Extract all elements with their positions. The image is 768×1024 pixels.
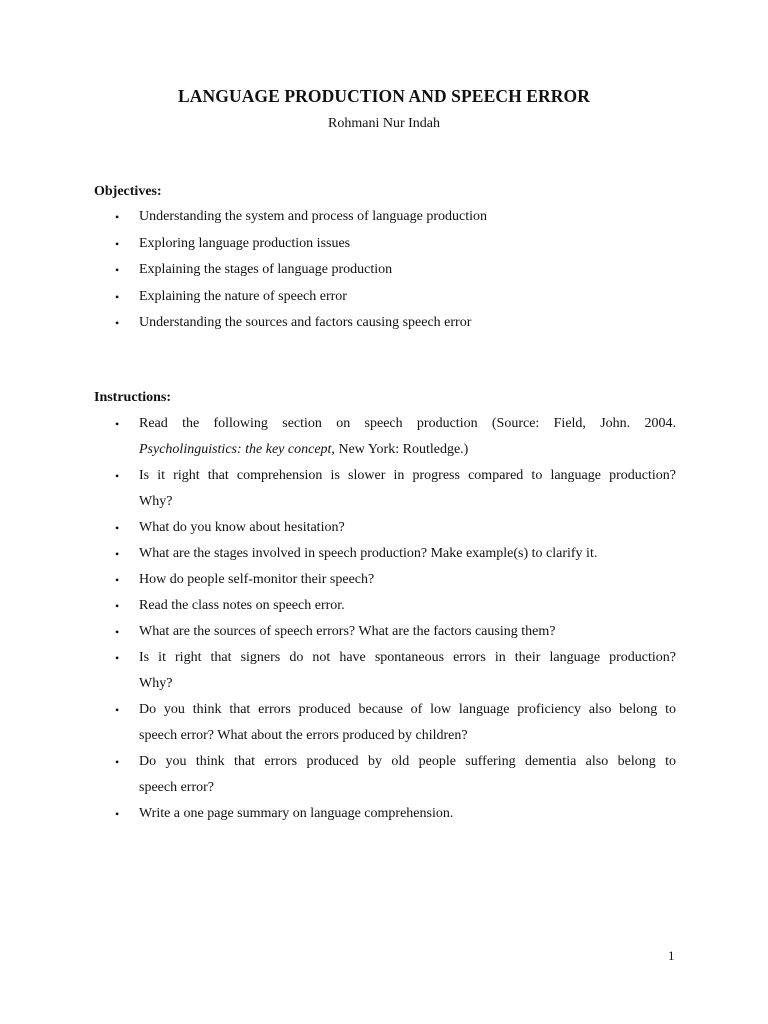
list-item: • Understanding the system and process of language production bbox=[94, 204, 676, 230]
bullet-icon: • bbox=[115, 417, 120, 431]
list-item: • Explaining the nature of speech error bbox=[94, 284, 676, 310]
list-item: • How do people self-monitor their speech? bbox=[94, 567, 676, 593]
list-item: • Explaining the stages of language production bbox=[94, 257, 676, 283]
bullet-icon: • bbox=[115, 316, 120, 330]
list-item: • What do you know about hesitation? bbox=[94, 515, 676, 541]
bullet-icon: • bbox=[115, 755, 120, 769]
list-item: • Is it right that signers do not have spontaneous errors in their language production? Why? bbox=[94, 645, 676, 697]
document-author: Rohmani Nur Indah bbox=[328, 116, 440, 131]
bullet-icon: • bbox=[115, 469, 120, 483]
objectives-heading: Objectives: bbox=[94, 184, 162, 199]
document-title: LANGUAGE PRODUCTION AND SPEECH ERROR bbox=[178, 86, 590, 106]
bullet-icon: • bbox=[115, 236, 120, 251]
bullet-icon: • bbox=[115, 573, 120, 587]
bullet-icon: • bbox=[115, 703, 120, 717]
list-item: • What are the stages involved in speech production? Make example(s) to clarify it. bbox=[94, 541, 676, 567]
instructions-heading: Instructions: bbox=[94, 390, 172, 405]
bullet-icon: • bbox=[115, 210, 120, 224]
bullet-icon: • bbox=[115, 263, 120, 277]
bullet-icon: • bbox=[115, 651, 120, 665]
list-item: • Read the following section on speech production (Source: Field, John. 2004. Psycholinguistics: the key concept, New York: Routledge.) bbox=[94, 411, 676, 463]
bullet-icon: • bbox=[115, 599, 120, 613]
list-item: • What are the sources of speech errors? What are the factors causing them? bbox=[94, 619, 676, 645]
list-item: • Exploring language production issues bbox=[94, 231, 676, 257]
list-item: • Read the class notes on speech error. bbox=[94, 593, 676, 619]
list-item: • Do you think that errors produced by old people suffering dementia also belong to speech error? bbox=[94, 749, 676, 801]
bullet-icon: • bbox=[115, 521, 120, 535]
list-item: • Is it right that comprehension is slower in progress compared to language production? Why? bbox=[94, 463, 676, 515]
bullet-icon: • bbox=[115, 547, 120, 561]
page-number: 1 bbox=[668, 948, 675, 963]
bullet-icon: • bbox=[115, 625, 120, 639]
bullet-icon: • bbox=[115, 807, 120, 821]
objectives-list bbox=[94, 204, 676, 337]
list-item: • Do you think that errors produced because of low language proficiency also belong to speech error? What about the errors produced by children? bbox=[94, 697, 676, 749]
instructions-list bbox=[94, 411, 676, 827]
list-item: • Write a one page summary on language comprehension. bbox=[94, 801, 676, 827]
list-item: • Understanding the sources and factors causing speech error bbox=[94, 310, 676, 336]
bullet-icon: • bbox=[115, 289, 120, 304]
